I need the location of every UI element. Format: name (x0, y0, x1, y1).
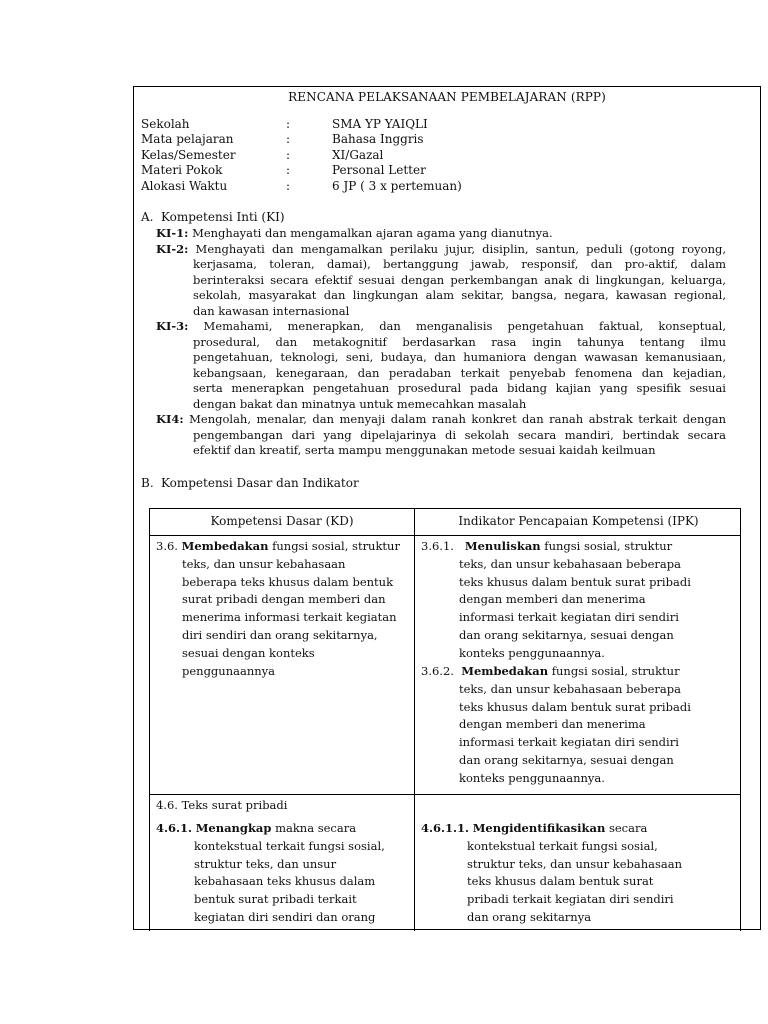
ipk-text: fungsi sosial, struktur (548, 664, 680, 678)
ipk-line: pribadi terkait kegiatan diri sendiri (467, 892, 674, 907)
ipk-first-line (421, 538, 691, 556)
kd-line: teks, dan unsur kebahasaan (182, 556, 346, 571)
section-title: Kompetensi Inti (KI) (161, 210, 285, 224)
info-value: 6 JP ( 3 x pertemuan) (332, 179, 462, 193)
kd-number: 4.6.1. (156, 821, 193, 835)
ipk-line: dan orang sekitarnya (467, 909, 592, 924)
kd-first-line (156, 797, 287, 815)
ki-3-line (156, 319, 726, 335)
kd-line: menerima informasi terkait kegiatan (182, 610, 397, 625)
section-a-heading (141, 210, 285, 224)
table-row-divider (150, 794, 740, 795)
info-separator: : (286, 117, 291, 131)
kd-number: 4.6. (156, 798, 178, 812)
ipk-line: teks khusus dalam bentuk surat pribadi (459, 699, 691, 714)
ipk-line: dengan memberi dan menerima (459, 717, 646, 732)
section-b-heading (141, 476, 359, 490)
ki-code: KI-2: (156, 241, 189, 256)
ipk-4-6-1-1 (421, 820, 682, 927)
section-title: Kompetensi Dasar dan Indikator (161, 476, 359, 490)
info-separator: : (286, 179, 291, 193)
ipk-text: fungsi sosial, struktur (540, 539, 673, 553)
ipk-verb: Menuliskan (464, 539, 541, 553)
ipk-line: dan orang sekitarnya, sesuai dengan (459, 627, 674, 642)
kd-3-6 (156, 538, 400, 680)
ipk-3-6-2 (421, 663, 691, 788)
ipk-first-line (421, 820, 682, 838)
info-separator: : (286, 148, 291, 162)
ipk-line: teks, dan unsur kebahasaan beberapa (459, 556, 681, 571)
ki-text: Menghayati dan mengamalkan ajaran agama yang dianutnya. (192, 226, 553, 240)
ipk-line: struktur teks, dan unsur kebahasaan (467, 856, 683, 871)
kd-line: surat pribadi dengan memberi dan (182, 592, 386, 607)
ki-code: KI4: (156, 412, 184, 426)
ki-4-line: pengembangan dari yang dipelajarinya di sekolah secara mandiri, bertindak secara (193, 427, 726, 442)
kd-line: kegiatan diri sendiri dan orang (194, 909, 376, 924)
section-letter: B. (141, 476, 154, 490)
ki-3-line: prosedural, dan metakognitif berdasarkan rasa ingin tahunya tentang ilmu (193, 334, 726, 349)
table-column-divider (414, 509, 415, 931)
ipk-number: 3.6.1. (421, 539, 454, 553)
info-label: Mata pelajaran (141, 132, 234, 146)
info-value: Bahasa Inggris (332, 132, 424, 146)
ipk-line: informasi terkait kegiatan diri sendiri (459, 610, 679, 625)
kd-4-6-1 (156, 820, 385, 927)
kd-first-line (156, 538, 400, 556)
ipk-line: dan orang sekitarnya, sesuai dengan (459, 752, 674, 767)
ki-text: Memahami, menerapkan, dan menganalisis pengetahuan faktual, konseptual, (203, 319, 726, 333)
ipk-line: informasi terkait kegiatan diri sendiri (459, 735, 679, 750)
info-separator: : (286, 163, 291, 177)
kd-line: struktur teks, dan unsur (194, 856, 337, 871)
ipk-text: secara (605, 821, 648, 835)
ki-text: Mengolah, menalar, dan menyaji dalam ranah konkret dan ranah abstrak terkait dengan (189, 412, 726, 426)
ipk-line: dengan memberi dan menerima (459, 592, 646, 607)
kd-first-line (156, 820, 385, 838)
ipk-3-6-1 (421, 538, 691, 663)
info-label: Sekolah (141, 117, 190, 131)
kd-line: sesuai dengan konteks (182, 645, 315, 660)
ki-1 (156, 226, 726, 242)
kd-line: kebahasaan teks khusus dalam (194, 874, 376, 889)
ki-2-line: dan kawasan internasional (193, 303, 350, 318)
info-value: Personal Letter (332, 163, 426, 177)
ki-list (156, 226, 726, 459)
kd-ipk-table (149, 508, 741, 931)
info-value: SMA YP YAIQLI (332, 117, 428, 131)
section-letter: A. (141, 210, 154, 224)
ki-2-line: berinteraksi secara efektif sesuai dengan perkembangan anak di lingkungan, keluarga, (193, 272, 726, 287)
ki-3-line: kebangsaan, kenegaraan, dan peradaban terkait penyebab fenomena dan kejadian, (193, 365, 726, 380)
ki-3-line: serta menerapkan pengetahuan prosedural pada bidang kajian yang spesifik sesuai (193, 381, 726, 395)
kd-number: 3.6. (156, 539, 178, 553)
ipk-first-line (421, 663, 691, 681)
ki-2-line (156, 242, 726, 258)
kd-line: bentuk surat pribadi terkait (194, 892, 357, 907)
ipk-line: teks khusus dalam bentuk surat pribadi (459, 574, 691, 589)
info-label: Kelas/Semester (141, 148, 236, 162)
kd-line: diri sendiri dan orang sekitarnya, (182, 627, 378, 642)
table-header-ipk: Indikator Pencapaian Kompetensi (IPK) (458, 514, 699, 528)
ki-3-line: pengetahuan, teknologi, seni, budaya, dan humaniora dengan wawasan kemanusiaan, (193, 350, 726, 364)
ki-code: KI-3: (156, 319, 189, 333)
ki-code: KI-1: (156, 226, 189, 240)
ki-2-line: kerjasama, toleran, damai), bertanggung jawab, responsif, dan pro-aktif, dalam (193, 257, 726, 271)
info-separator: : (286, 132, 291, 146)
ipk-line: konteks penggunaannya. (459, 645, 605, 660)
kd-line: kontekstual terkait fungsi sosial, (194, 838, 385, 853)
ipk-number: 4.6.1.1. (421, 821, 470, 835)
ipk-line: konteks penggunaannya. (459, 770, 605, 785)
info-label: Alokasi Waktu (141, 179, 228, 193)
kd-line: penggunaannya (182, 663, 275, 678)
ki-3-line: dengan bakat dan minatnya untuk memecahkan masalah (193, 396, 527, 411)
info-label: Materi Pokok (141, 163, 223, 177)
kd-4-6 (156, 797, 287, 815)
ipk-line: kontekstual terkait fungsi sosial, (467, 838, 658, 853)
table-header-divider (150, 535, 740, 536)
ki-2-line: sekolah, masyarakat dan lingkungan alam sekitar, bangsa, negara, kawasan regional, (193, 288, 726, 302)
document-frame (133, 86, 761, 930)
kd-verb: Membedakan (181, 539, 269, 553)
info-value: XI/Gazal (332, 148, 384, 162)
ipk-verb: Mengidentifikasikan (472, 821, 606, 835)
ki-4-line: efektif dan kreatif, serta mampu menggunakan metode sesuai kaidah keilmuan (193, 443, 656, 457)
table-header-kd: Kompetensi Dasar (KD) (210, 514, 354, 528)
kd-verb: Menangkap (195, 821, 272, 835)
ipk-line: teks khusus dalam bentuk surat (467, 874, 654, 889)
ki-text: Menghayati dan mengamalkan perilaku jujur, disiplin, santun, peduli (gotong royong, (195, 241, 727, 256)
ipk-line: teks, dan unsur kebahasaan beberapa (459, 681, 681, 696)
kd-line: beberapa teks khusus dalam bentuk (182, 574, 394, 589)
ipk-number: 3.6.2. (421, 664, 454, 678)
document-title: RENCANA PELAKSANAAN PEMBELAJARAN (RPP) (288, 90, 606, 104)
ki-4-line (156, 412, 726, 428)
kd-text: fungsi sosial, struktur (268, 539, 400, 553)
ipk-verb: Membedakan (461, 664, 549, 678)
kd-text: Teks surat pribadi (181, 798, 288, 812)
kd-text: makna secara (271, 821, 357, 835)
